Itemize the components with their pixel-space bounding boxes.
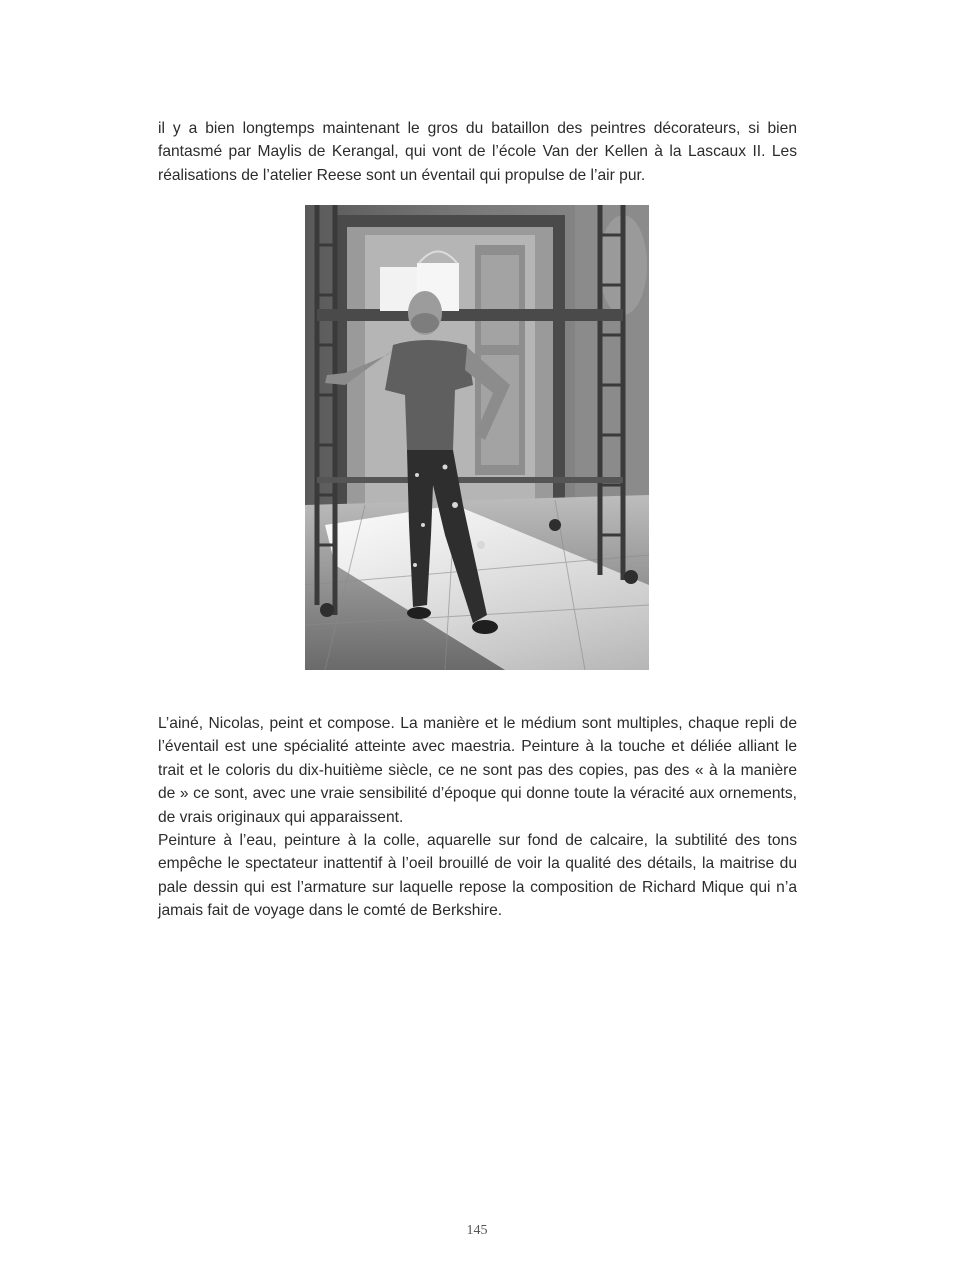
photo-painter-on-scaffold [305, 205, 649, 670]
page-number: 145 [466, 1223, 488, 1238]
paragraph-text: Peinture à l’eau, peinture à la colle, aquarelle sur fond de calcaire, la subtilité des tons empêche le spectateur inattentif à l’oeil brouillé de voir la qualité des détails, la maitrise du pale dessin qui est l’armature sur laquelle repose la composition de Richard Mique qui n’a jamais fait de voyage dans le comté de Berkshire. [158, 832, 797, 920]
paragraph-body [158, 712, 797, 923]
paragraph-text: L’ainé, Nicolas, peint et compose. La manière et le médium sont multiples, chaque repli de l’éventail est une spécialité atteinte avec maestria. Peinture à la touche et déliée alliant le trait et le coloris du dix-huitième siècle, ce ne sont pas des copies, pas des « à la manière de » ce sont, avec une vraie sensibilité d’époque qui donne toute la véracité aux ornements, de vrais originaux qui apparaissent. [158, 715, 797, 826]
paragraph-intro [158, 117, 797, 187]
photo-illustration [305, 205, 649, 670]
paragraph-text: il y a bien longtemps maintenant le gros du bataillon des peintres décorateurs, si bien fantasmé par Maylis de Kerangal, qui vont de l’école Van der Kellen à la Lascaux II. Les réalisations de l’atelier Reese sont un éventail qui propulse de l’air pur. [158, 120, 797, 184]
